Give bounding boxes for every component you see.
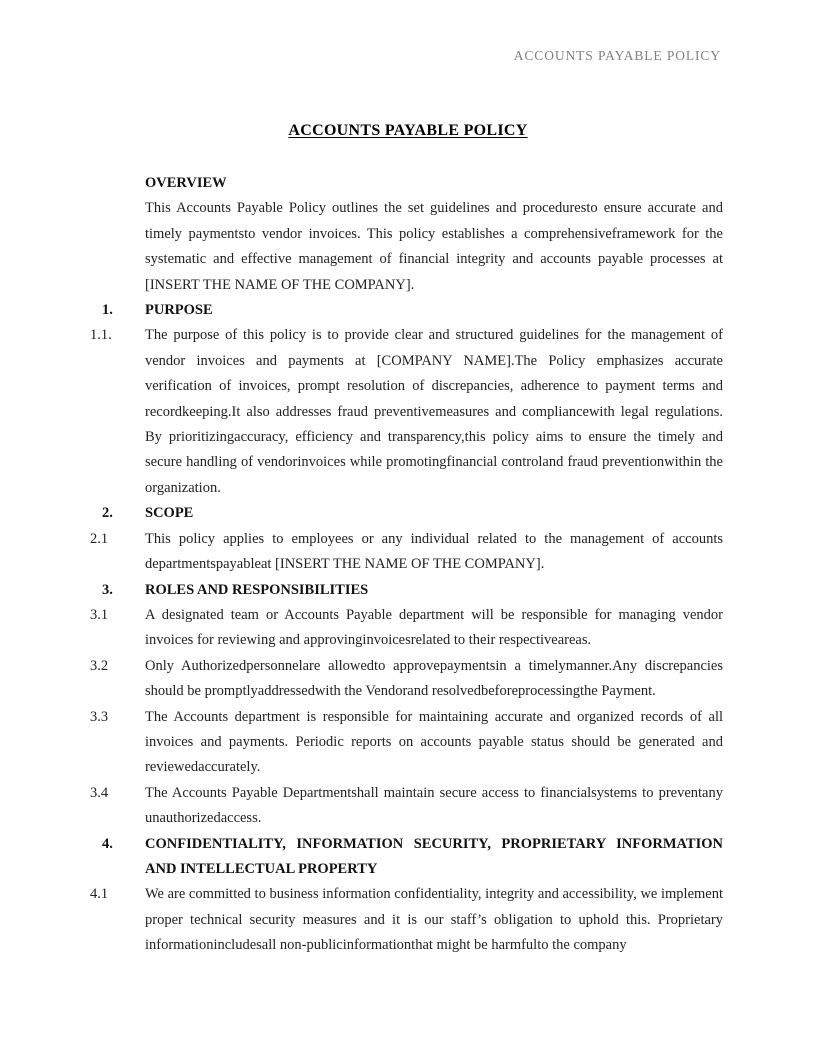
section-heading [90, 578, 723, 603]
document-body [90, 171, 723, 959]
item-number: 4. [102, 835, 113, 852]
item-text: PURPOSE [145, 302, 213, 319]
item-text: ROLES AND RESPONSIBILITIES [145, 581, 369, 598]
policy-paragraph [90, 882, 723, 958]
item-number: 3. [102, 581, 113, 598]
item-text: SCOPE [145, 505, 194, 522]
item-number: 1. [102, 302, 113, 319]
item-number: 2. [102, 505, 113, 522]
item-text: The purpose of this policy is to provide clear and structured guidelines for the management of vendor invoices and payments at [COMPANY NAME].The Policy emphasizes accurate verification of invoices, prompt resolution of discrepancies, adherence to payment terms and recordkeeping.It also addresses fraud preventivemeasures and compliancewith legal regulations. By prioritizingaccuracy, efficiency and transparency,this policy aims to ensure the timely and secure handling of vendorinvoices while promotingfinancial controland fraud preventionwithin the organization. [145, 327, 723, 496]
item-text: A designated team or Accounts Payable department will be responsible for managing vendor invoices for reviewing and approvinginvoicesrelated to their respectiveareas. [145, 606, 723, 649]
section-heading [90, 832, 723, 883]
policy-paragraph [90, 781, 723, 832]
item-number: 3.1 [90, 606, 109, 623]
policy-paragraph [90, 654, 723, 705]
policy-paragraph [90, 603, 723, 654]
section-heading [90, 171, 723, 196]
item-number: 3.2 [90, 657, 109, 674]
item-number: 2.1 [90, 530, 109, 547]
item-text: Only Authorizedpersonnelare allowedto approvepaymentsin a timelymanner.Any discrepancies should be promptlyaddressedwith the Vendorand resolvedbeforeprocessingthe Payment. [145, 657, 723, 700]
item-text: This policy applies to employees or any individual related to the management of accounts departmentspayableat [INSERT THE NAME OF THE COMPANY]. [145, 530, 723, 573]
item-number: 4.1 [90, 886, 109, 903]
section-heading [90, 298, 723, 323]
item-text: This Accounts Payable Policy outlines the set guidelines and proceduresto ensure accurate and timely paymentsto vendor invoices. This policy establishes a comprehensiveframework for the systematic and effective management of financial integrity and accounts payable processes at [INSERT THE NAME OF THE COMPANY]. [145, 200, 723, 293]
policy-paragraph [90, 705, 723, 781]
item-number: 3.4 [90, 784, 109, 801]
item-text: The Accounts Payable Departmentshall maintain secure access to financialsystems to preventany unauthorizedaccess. [145, 784, 723, 827]
item-text: We are committed to business information confidentiality, integrity and accessibility, we implement proper technical security measures and it is our staff’s obligation to uphold this. Proprietary informationincludesall non-publicinformationthat might be harmfulto the company [145, 886, 724, 954]
policy-paragraph [90, 323, 723, 501]
item-text: The Accounts department is responsible for maintaining accurate and organized records of all invoices and payments. Periodic reports on accounts payable status should be generated and reviewedaccurately. [145, 708, 723, 776]
item-number: 3.3 [90, 708, 109, 725]
document-title: ACCOUNTS PAYABLE POLICY [288, 122, 528, 139]
item-number: 1.1. [90, 327, 112, 344]
policy-paragraph [90, 527, 723, 578]
item-text: CONFIDENTIALITY, INFORMATION SECURITY, PROPRIETARY INFORMATION AND INTELLECTUAL PROPERTY [145, 835, 723, 877]
running-header: ACCOUNTS PAYABLE POLICY [513, 48, 721, 63]
policy-paragraph [90, 196, 723, 298]
item-text: OVERVIEW [145, 175, 227, 191]
section-heading [90, 501, 723, 526]
